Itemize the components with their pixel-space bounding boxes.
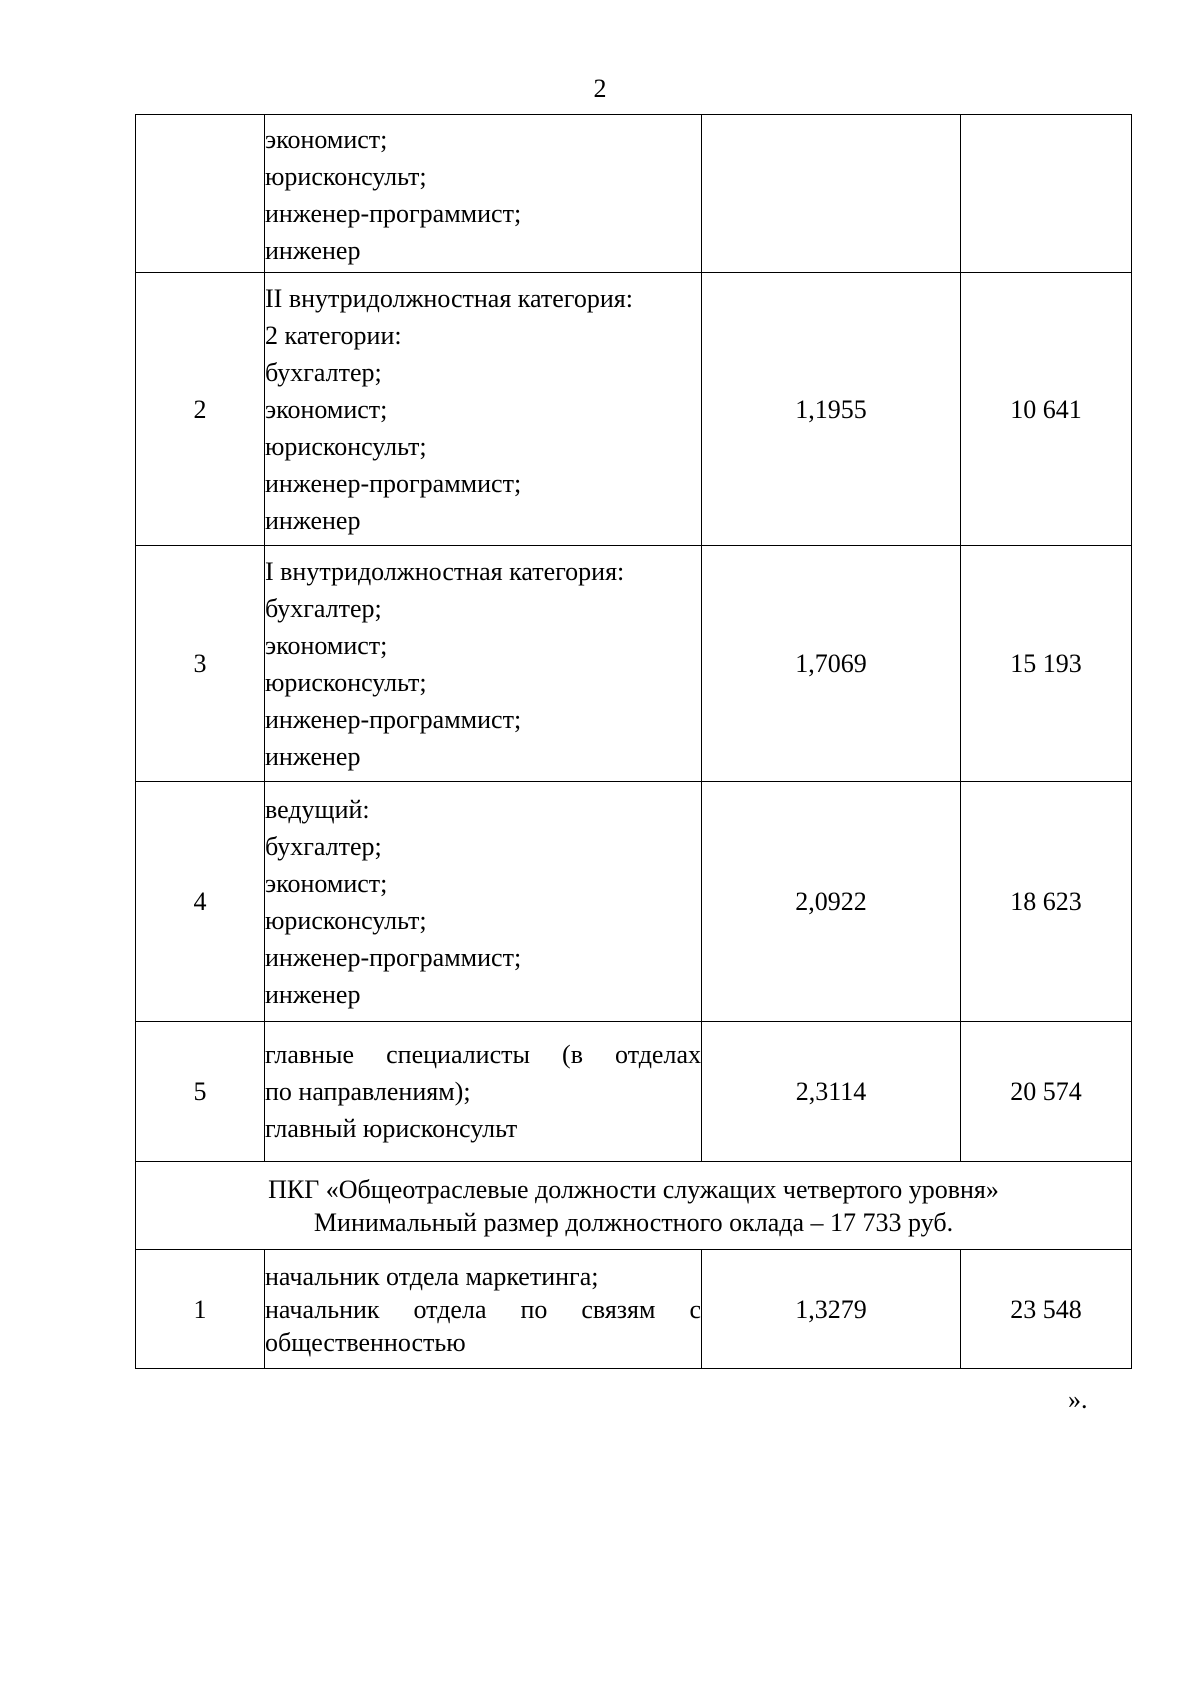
row-number-cell: 4 [136,782,265,1022]
position-line: инженер-программист; [265,199,522,228]
coefficient-cell: 2,3114 [702,1022,961,1162]
page-number: 2 [593,74,607,103]
closing-quote: ». [1068,1385,1088,1414]
position-line: инженер [265,505,361,535]
position-line: инженер-программист; [265,704,522,734]
position-line: экономист; [265,394,388,424]
table-row [136,273,1132,546]
row-number-cell: 3 [136,546,265,782]
position-line: начальник отдела по связям с [265,1294,701,1324]
position-line: бухгалтер; [265,357,382,387]
position-line: инженер [265,979,361,1009]
group-title: ПКГ «Общеотраслевые должности служащих четвертого уровня» [268,1174,999,1204]
row-number-cell: 1 [136,1250,265,1369]
table-row [136,782,1132,1022]
group-header-cell [136,1162,1132,1250]
table-row [136,1250,1132,1369]
coefficient-cell: 1,3279 [702,1250,961,1369]
position-cell [265,273,702,546]
position-line: II внутридолжностная категория: [265,283,633,313]
position-cell [265,1022,702,1162]
coefficient-cell [702,115,961,273]
position-line: ведущий: [265,794,370,824]
row-number-cell [136,115,265,273]
position-cell [265,115,702,273]
coefficient-cell: 1,7069 [702,546,961,782]
salary-cell: 20 574 [961,1022,1132,1162]
position-line: бухгалтер; [265,593,382,623]
coefficient-cell: 2,0922 [702,782,961,1022]
salary-cell [961,115,1132,273]
position-line: экономист; [265,630,388,660]
position-line: инженер-программист; [265,468,522,498]
position-line: начальник отдела маркетинга; [265,1261,599,1291]
salary-cell: 23 548 [961,1250,1132,1369]
salary-cell: 18 623 [961,782,1132,1022]
position-line: общественностью [265,1327,466,1357]
position-line: юрисконсульт; [265,162,427,191]
position-line: I внутридолжностная категория: [265,556,625,586]
position-line: по направлениям); [265,1077,471,1106]
coefficient-cell: 1,1955 [702,273,961,546]
row-number-cell: 5 [136,1022,265,1162]
position-line: главный юрисконсульт [265,1114,518,1143]
table-row [136,546,1132,782]
position-line: 2 категории: [265,320,402,350]
position-line: экономист; [265,868,388,898]
position-line: экономист; [265,125,388,154]
position-cell [265,782,702,1022]
table-row [136,115,1132,273]
table-row [136,1022,1132,1162]
position-line: инженер-программист; [265,942,522,972]
position-line: юрисконсульт; [265,667,427,697]
position-cell [265,546,702,782]
position-line: инженер [265,236,361,265]
salary-cell: 10 641 [961,273,1132,546]
position-line: главные специалисты (в отделах [265,1040,701,1069]
salary-table [135,114,1132,1369]
position-line: юрисконсульт; [265,431,427,461]
position-line: бухгалтер; [265,831,382,861]
position-cell [265,1250,702,1369]
position-line: юрисконсульт; [265,905,427,935]
row-number-cell: 2 [136,273,265,546]
salary-cell: 15 193 [961,546,1132,782]
group-header-row [136,1162,1132,1250]
position-line: инженер [265,741,361,771]
group-min-salary: Минимальный размер должностного оклада – 17 733 руб. [313,1207,954,1237]
